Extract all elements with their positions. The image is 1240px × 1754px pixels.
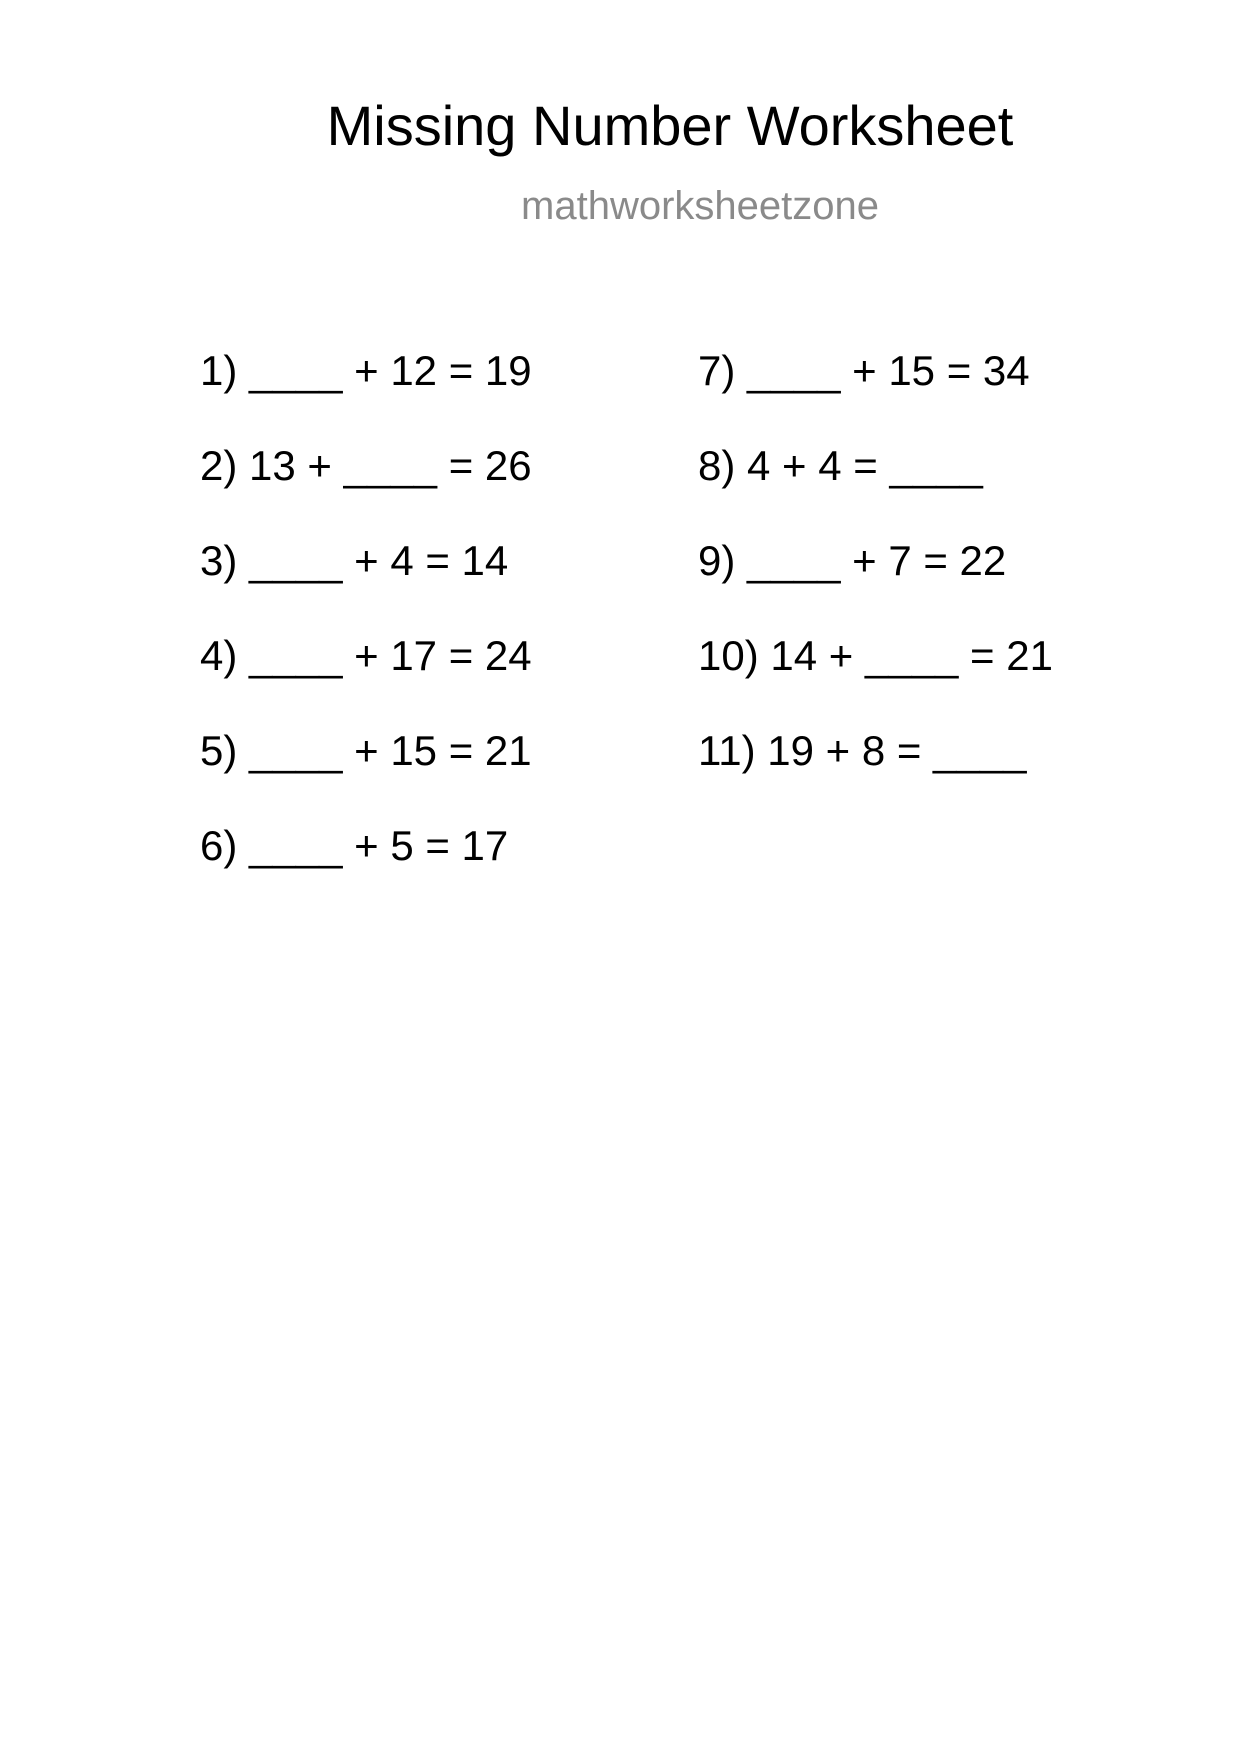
problem-item: 6) ____ + 5 = 17 bbox=[200, 822, 509, 869]
problem-item: 5) ____ + 15 = 21 bbox=[200, 727, 532, 774]
problem-item: 11) 19 + 8 = ____ bbox=[698, 727, 1027, 774]
problem-item: 1) ____ + 12 = 19 bbox=[200, 347, 532, 394]
problem-item: 9) ____ + 7 = 22 bbox=[698, 537, 1007, 584]
problem-item: 7) ____ + 15 = 34 bbox=[698, 347, 1030, 394]
problems-column-right bbox=[698, 347, 1053, 825]
page-subtitle: mathworksheetzone bbox=[521, 184, 879, 228]
problem-item: 3) ____ + 4 = 14 bbox=[200, 537, 509, 584]
problem-item: 10) 14 + ____ = 21 bbox=[698, 632, 1053, 679]
problem-item: 4) ____ + 17 = 24 bbox=[200, 632, 532, 679]
page-title: Missing Number Worksheet bbox=[326, 94, 1014, 157]
problem-item: 2) 13 + ____ = 26 bbox=[200, 442, 532, 489]
problems-column-left bbox=[200, 347, 532, 920]
problem-item: 8) 4 + 4 = ____ bbox=[698, 442, 983, 489]
